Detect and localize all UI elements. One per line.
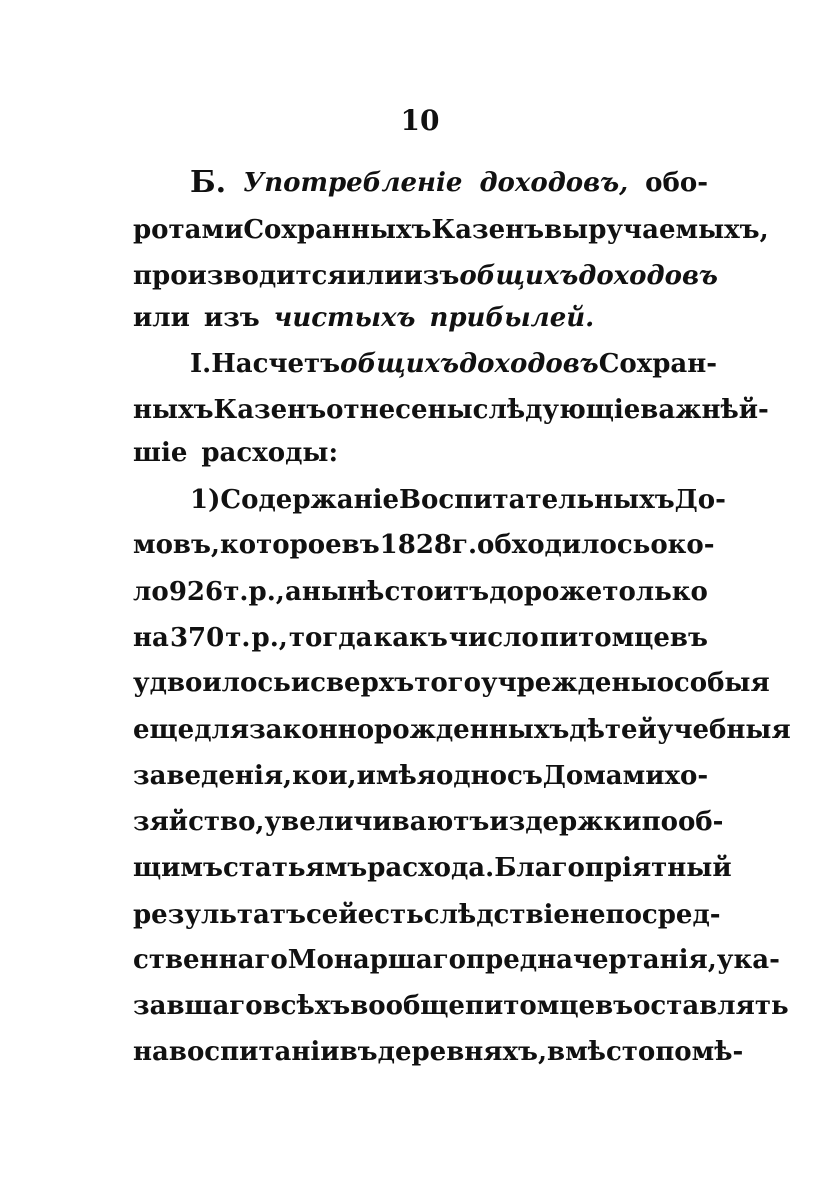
word: До-	[674, 485, 726, 515]
word: есть	[357, 900, 424, 930]
word: 1)	[190, 485, 221, 515]
word: счетъ	[252, 349, 341, 379]
word: на	[133, 623, 169, 653]
text-line	[133, 574, 708, 610]
text-line	[133, 212, 769, 248]
text-line	[133, 758, 708, 794]
word: имѣя	[356, 761, 436, 791]
word: Домами	[542, 761, 665, 791]
text-line	[133, 712, 791, 748]
word: доходовъ	[459, 349, 599, 379]
text-line	[133, 300, 708, 336]
word: удвоилось	[133, 668, 291, 698]
word: I.	[190, 349, 212, 379]
text-line	[133, 804, 724, 840]
word: хо-	[664, 761, 709, 791]
text-line	[133, 988, 789, 1024]
word: или	[346, 261, 404, 291]
word: результатъ	[133, 900, 306, 930]
word: Содержаніе	[220, 485, 400, 515]
word: одно	[435, 761, 507, 791]
word: для	[194, 715, 250, 745]
word: доходовъ,	[479, 168, 629, 198]
text-line	[133, 665, 770, 701]
word: обо-	[645, 168, 708, 198]
word: 370	[169, 623, 225, 653]
word: кои	[292, 761, 348, 791]
word: Благопріятный	[494, 853, 732, 883]
word: Сохран-	[598, 349, 718, 379]
word: а	[284, 577, 302, 607]
text-line	[133, 258, 718, 294]
word: сверхъ	[310, 668, 415, 698]
text-line	[133, 850, 732, 886]
word: Б.	[190, 165, 227, 200]
word: Воспитательныхъ	[399, 485, 675, 515]
text-line	[190, 482, 726, 518]
word: изъ	[203, 303, 260, 333]
word: питомцевъ	[464, 991, 634, 1021]
word: по	[641, 807, 678, 837]
word: и	[290, 668, 311, 698]
word: законнорожденныхъ	[249, 715, 570, 745]
word: Употребленіе	[243, 168, 463, 198]
word: учебныя	[656, 715, 791, 745]
word: число	[448, 623, 539, 653]
word: ,	[283, 761, 293, 791]
word: ,	[347, 761, 357, 791]
word: нынѣ	[301, 577, 385, 607]
word: всѣхъ	[262, 991, 351, 1021]
word: важнѣй-	[640, 395, 769, 425]
word: оставлять	[633, 991, 789, 1021]
word: ныхъ	[133, 395, 214, 425]
word: воспитаніи	[168, 1037, 340, 1067]
word: Сохранныхъ	[243, 215, 432, 245]
word: которое	[220, 530, 342, 560]
word: 1828	[379, 530, 453, 560]
word: обходилось	[477, 530, 651, 560]
word: увеличиваютъ	[264, 807, 490, 837]
word: въ	[339, 1037, 378, 1067]
text-line	[190, 346, 718, 382]
word: чистыхъ	[273, 303, 416, 333]
word: питомцевъ	[539, 623, 708, 653]
word: Казенъ	[431, 215, 545, 245]
word: дѣтей	[569, 715, 657, 745]
text-line	[133, 897, 721, 933]
word: только	[602, 577, 708, 607]
word: Монаршаго	[287, 945, 466, 975]
word: стоитъ	[384, 577, 490, 607]
word: статьямъ	[222, 853, 368, 883]
word: непосред-	[569, 900, 721, 930]
word: особыя	[656, 668, 770, 698]
word: зяйство,	[133, 807, 265, 837]
word: въ	[341, 530, 380, 560]
word: щимъ	[133, 853, 223, 883]
word: какъ	[373, 623, 448, 653]
word: ло	[133, 577, 169, 607]
word: вмѣсто	[547, 1037, 656, 1067]
word: деревняхъ,	[377, 1037, 548, 1067]
word: На	[211, 349, 253, 379]
word: об-	[677, 807, 724, 837]
word: око-	[650, 530, 715, 560]
word: доходовъ	[578, 261, 718, 291]
word: 926	[168, 577, 224, 607]
page-number: 10	[400, 104, 440, 137]
word: ротами	[133, 215, 244, 245]
word: помѣ-	[655, 1037, 744, 1067]
text-line	[190, 165, 708, 201]
word: на	[133, 1037, 169, 1067]
word: съ	[506, 761, 543, 791]
word: учреждены	[480, 668, 657, 698]
word: расходы:	[201, 438, 339, 468]
word: расхода.	[367, 853, 495, 883]
word: т.	[223, 577, 249, 607]
word: ственнаго	[133, 945, 288, 975]
word: ука-	[716, 945, 780, 975]
word: общихъ	[340, 349, 460, 379]
word: шіе	[133, 438, 188, 468]
word: дороже	[489, 577, 603, 607]
word: р.,	[251, 623, 288, 653]
word: г.	[452, 530, 478, 560]
word: тогда	[288, 623, 373, 653]
word: т.	[225, 623, 251, 653]
word: заведенія	[133, 761, 284, 791]
word: р.,	[248, 577, 285, 607]
word: общихъ	[459, 261, 579, 291]
word: производится	[133, 261, 347, 291]
text-line	[133, 435, 708, 471]
word: мовъ,	[133, 530, 220, 560]
text-line	[133, 392, 769, 428]
text-line	[133, 620, 708, 656]
text-line	[133, 527, 715, 563]
word: завшаго	[133, 991, 263, 1021]
word: или	[133, 303, 190, 333]
word: того	[414, 668, 481, 698]
word: слѣдствіе	[423, 900, 570, 930]
word: предначертанія,	[465, 945, 717, 975]
word: выручаемыхъ,	[544, 215, 769, 245]
text-line	[133, 1034, 744, 1070]
word: вообще	[350, 991, 465, 1021]
word: издержки	[489, 807, 642, 837]
word: изъ	[403, 261, 460, 291]
word: прибылей.	[429, 303, 595, 333]
word: сей	[305, 900, 358, 930]
word: отнесены	[326, 395, 473, 425]
text-line	[133, 942, 780, 978]
word: слѣдующіе	[472, 395, 641, 425]
word: еще	[133, 715, 195, 745]
word: Казенъ	[213, 395, 327, 425]
